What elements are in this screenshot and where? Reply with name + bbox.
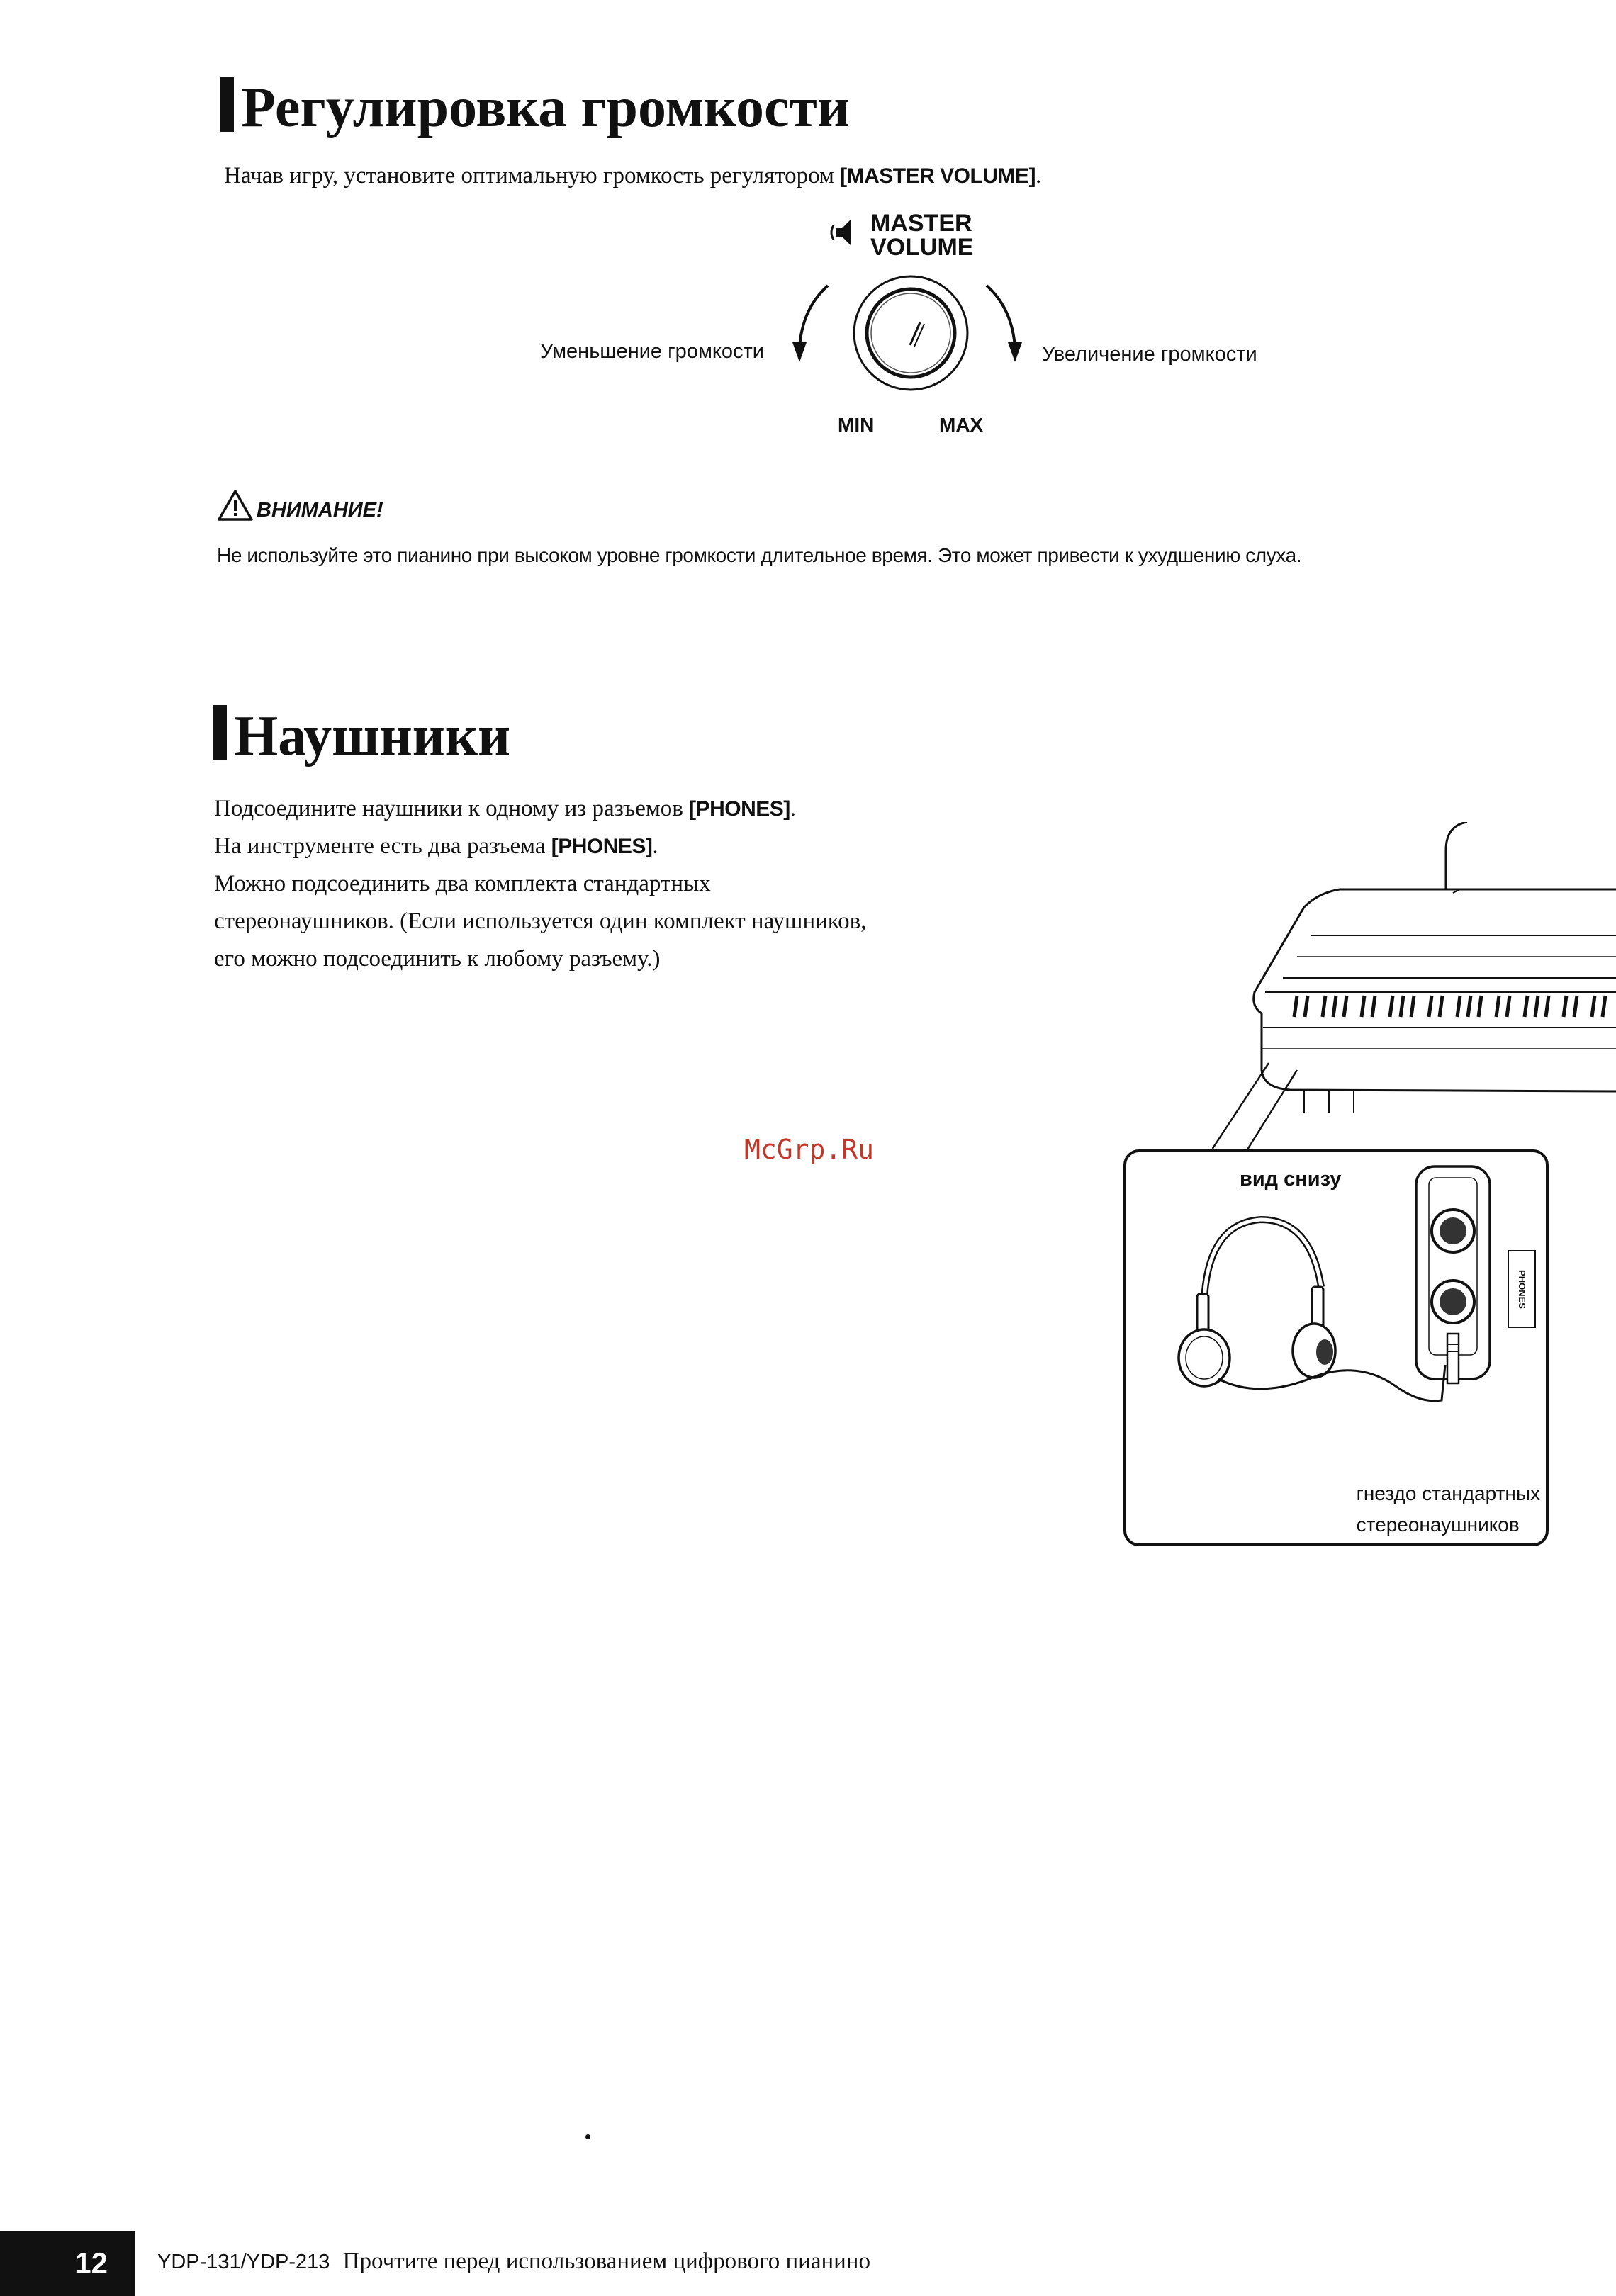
- headphones-icon: [1176, 1209, 1459, 1422]
- page-number-text: 12: [74, 2246, 108, 2280]
- phones-key-1: [PHONES]: [689, 797, 790, 821]
- increase-arrow-icon: [978, 280, 1028, 365]
- phones-line-3: Можно подсоединить два комплекта стандартных: [214, 871, 711, 896]
- jack-label-line1: гнездо стандартных: [1356, 1482, 1540, 1504]
- piano-illustration: [1212, 822, 1616, 1155]
- master-label-line2: VOLUME: [870, 234, 974, 261]
- phones-panel-label-box: [1508, 1250, 1536, 1328]
- phones-line1-text: Подсоедините наушники к одному из разъемов: [214, 796, 683, 821]
- volume-section-title: [220, 77, 850, 139]
- speaker-icon: [829, 214, 866, 251]
- phones-line-1: [214, 790, 866, 828]
- footer-model: YDP-131/YDP-213: [157, 2251, 330, 2273]
- phones-line2-end: .: [652, 833, 658, 859]
- phones-line-4: стереонаушников. (Если используется один комплект наушников,: [214, 908, 867, 934]
- increase-volume-label: Увеличение громкости: [1042, 343, 1257, 366]
- warning-triangle-icon: [217, 489, 254, 522]
- footer-line: [157, 2249, 870, 2275]
- watermark-text: McGrp.Ru: [744, 1134, 875, 1165]
- title-bar-marker: [220, 77, 234, 132]
- title-bar-marker: [213, 705, 227, 760]
- phones-key-2: [PHONES]: [551, 835, 653, 858]
- volume-title-text: Регулировка громкости: [241, 77, 850, 139]
- volume-intro-end: .: [1035, 163, 1042, 188]
- master-label-line1: MASTER: [870, 210, 972, 237]
- phones-paragraph: [214, 790, 866, 978]
- phones-title-text: Наушники: [234, 705, 511, 767]
- caution-heading: ВНИМАНИЕ!: [257, 499, 383, 522]
- jack-label-line2: стереонаушников: [1356, 1514, 1520, 1536]
- volume-intro-text: Начав игру, установите оптимальную громкость регулятором: [224, 163, 834, 188]
- footer-description: Прочтите перед использованием цифрового пианино: [342, 2249, 870, 2274]
- decrease-volume-label: Уменьшение громкости: [540, 340, 764, 363]
- volume-knob-icon: [851, 273, 971, 393]
- caution-text: Не используйте это пианино при высоком уровне громкости длительное время. Это может привести к ухудшению слуха.: [217, 544, 1302, 566]
- jack-description: [1357, 1478, 1540, 1541]
- phones-line1-end: .: [790, 796, 797, 821]
- phones-callout-box: [1123, 1149, 1549, 1546]
- master-volume-diagram: [496, 206, 1347, 446]
- scan-speck: [585, 2134, 590, 2139]
- phones-panel-label: PHONES: [1516, 1269, 1527, 1309]
- max-label: MAX: [939, 414, 984, 436]
- volume-intro: [224, 157, 1041, 195]
- phones-line2-text: На инструменте есть два разъема: [214, 833, 546, 859]
- decrease-arrow-icon: [787, 280, 836, 365]
- master-volume-key: [MASTER VOLUME]: [840, 164, 1036, 188]
- phones-line-5: его можно подсоединить к любому разъему.): [214, 946, 661, 972]
- master-volume-label: [870, 211, 973, 259]
- page-number: [0, 2231, 135, 2296]
- bottom-view-label: вид снизу: [1240, 1168, 1342, 1191]
- phones-section-title: [213, 705, 510, 765]
- min-label: MIN: [838, 414, 875, 436]
- phones-line-2: [214, 828, 866, 865]
